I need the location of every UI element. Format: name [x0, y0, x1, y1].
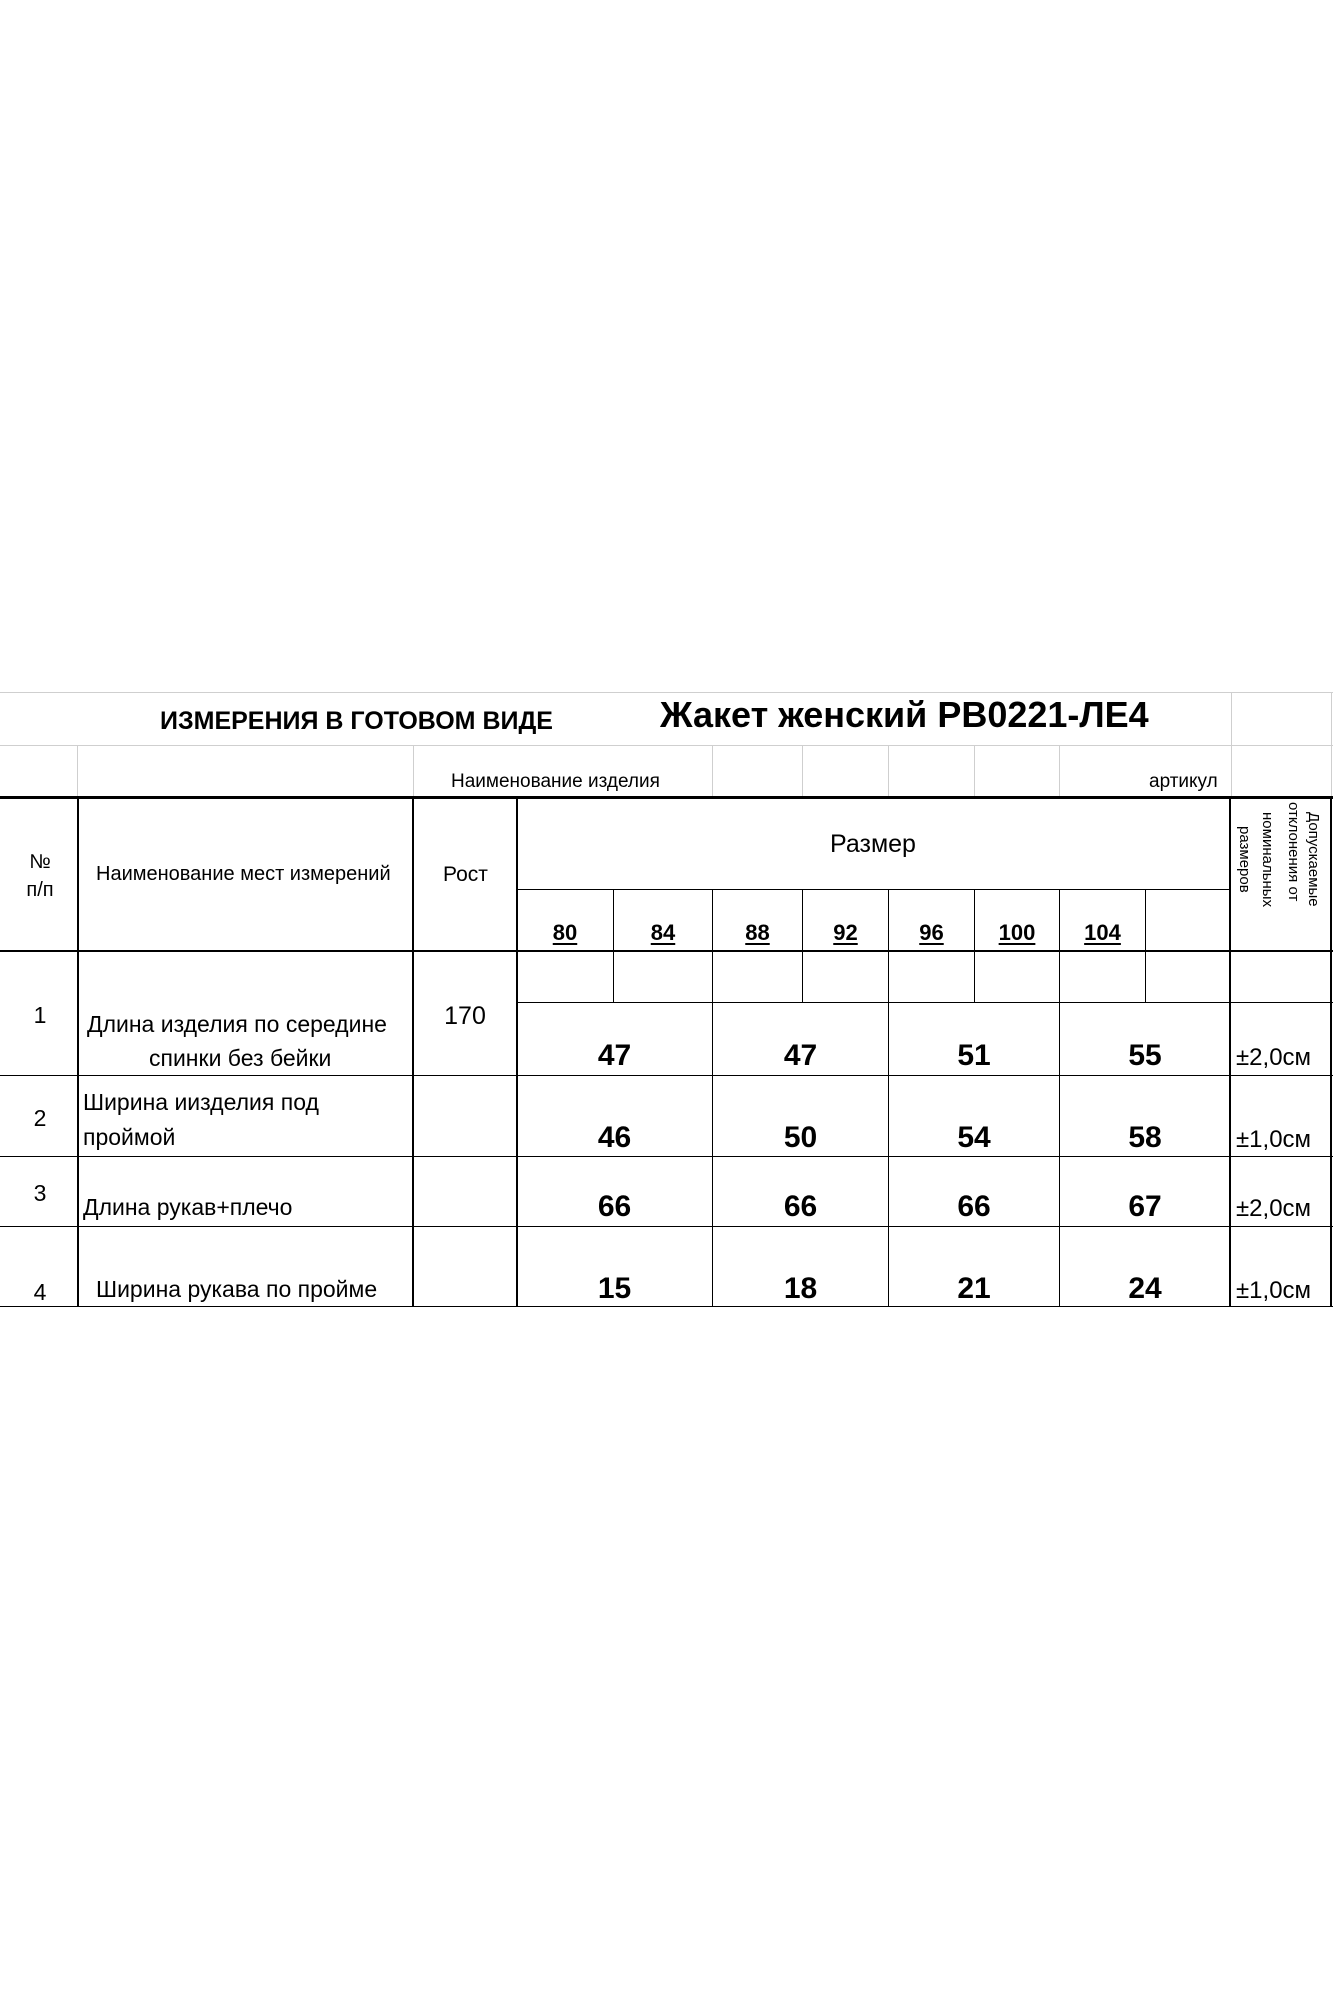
- value-cell: 66: [597, 1190, 632, 1223]
- value-cell: 21: [957, 1272, 991, 1305]
- grid-line: [802, 745, 803, 797]
- header-bottom-border: [0, 950, 1333, 952]
- value-cell: 15: [597, 1272, 632, 1305]
- row-divider: [517, 1002, 1333, 1003]
- size-header-divider: [517, 889, 1230, 890]
- value-cell: 51: [957, 1039, 991, 1072]
- size-label-92: 92: [833, 920, 858, 945]
- column-line: [1059, 889, 1060, 1307]
- column-line: [802, 889, 803, 1002]
- col-size-header: Размер: [830, 830, 916, 858]
- row-name-line1: Длина рукав+плечо: [83, 1194, 293, 1220]
- size-label-84: 84: [650, 920, 676, 945]
- value-cell: 24: [1128, 1272, 1162, 1305]
- grid-line: [974, 745, 975, 797]
- col-place-header: Наименование мест измерений: [96, 863, 391, 885]
- tolerance-cell: ±1,0см: [1236, 1126, 1312, 1153]
- row-divider: [0, 1226, 1333, 1227]
- column-line: [1145, 889, 1146, 1002]
- tolerance-header-line2: отклонения от: [1285, 802, 1302, 902]
- grid-line: [1231, 692, 1232, 797]
- grid-line: [0, 745, 1333, 746]
- article-label: артикул: [1149, 771, 1218, 792]
- column-line: [77, 796, 79, 1307]
- value-cell: 18: [783, 1272, 818, 1305]
- row-name-line1: Ширина рукава по пройме: [96, 1276, 378, 1302]
- grid-line: [888, 745, 889, 797]
- column-line: [974, 889, 975, 1002]
- row-name-line2: проймой: [83, 1124, 176, 1150]
- product-title: Жакет женский РВ0221-ЛЕ4: [660, 694, 1149, 735]
- row-height-value: 170: [444, 1002, 486, 1030]
- tolerance-header-line4: размеров: [1236, 826, 1253, 893]
- row-number: 3: [33, 1180, 47, 1206]
- tolerance-cell: ±2,0см: [1236, 1044, 1312, 1071]
- tolerance-cell: ±1,0см: [1236, 1277, 1312, 1304]
- value-cell: 54: [957, 1121, 991, 1154]
- size-label-104: 104: [1084, 920, 1121, 945]
- value-cell: 55: [1128, 1039, 1162, 1072]
- product-name-label: Наименование изделия: [451, 771, 660, 792]
- col-height-header: Рост: [443, 863, 488, 886]
- grid-line: [413, 745, 414, 797]
- value-cell: 46: [597, 1121, 632, 1154]
- grid-line: [1059, 745, 1060, 797]
- col-number-header: № п/п: [26, 851, 54, 901]
- size-label-80: 80: [552, 920, 578, 945]
- value-cell: 67: [1128, 1190, 1162, 1223]
- section-title: ИЗМЕРЕНИЯ В ГОТОВОМ ВИДЕ: [160, 707, 553, 735]
- row-divider: [0, 1156, 1333, 1157]
- value-cell: 58: [1128, 1121, 1162, 1154]
- grid-line: [0, 692, 1333, 693]
- size-label-100: 100: [998, 920, 1036, 945]
- column-line: [613, 889, 614, 1002]
- tolerance-cell: ±2,0см: [1236, 1195, 1312, 1222]
- row-number: 4: [33, 1279, 47, 1305]
- row-number: 1: [33, 1002, 47, 1028]
- column-line: [1330, 796, 1332, 1307]
- value-cell: 66: [957, 1190, 991, 1223]
- tolerance-header-line1: Допускаемые: [1305, 812, 1322, 907]
- size-label-96: 96: [919, 920, 944, 945]
- table-top-border: [0, 796, 1333, 799]
- column-line: [712, 889, 713, 1307]
- column-line: [412, 796, 414, 1307]
- value-cell: 47: [783, 1039, 818, 1072]
- column-line: [888, 889, 889, 1307]
- value-cell: 50: [783, 1121, 818, 1154]
- row-name-line1: Длина изделия по середине: [87, 1011, 387, 1037]
- value-cell: 66: [783, 1190, 818, 1223]
- table-bottom-border: [0, 1306, 1333, 1307]
- value-cell: 47: [597, 1039, 632, 1072]
- tolerance-header-line3: номинальных: [1259, 812, 1276, 908]
- row-number: 2: [33, 1105, 47, 1131]
- row-name-line1: Ширина иизделия под: [83, 1089, 319, 1115]
- grid-line: [77, 745, 78, 797]
- grid-line: [712, 745, 713, 797]
- row-divider: [0, 1075, 1333, 1076]
- grid-line: [1331, 692, 1332, 797]
- row-name-line2: спинки без бейки: [149, 1045, 332, 1071]
- size-label-88: 88: [745, 920, 770, 945]
